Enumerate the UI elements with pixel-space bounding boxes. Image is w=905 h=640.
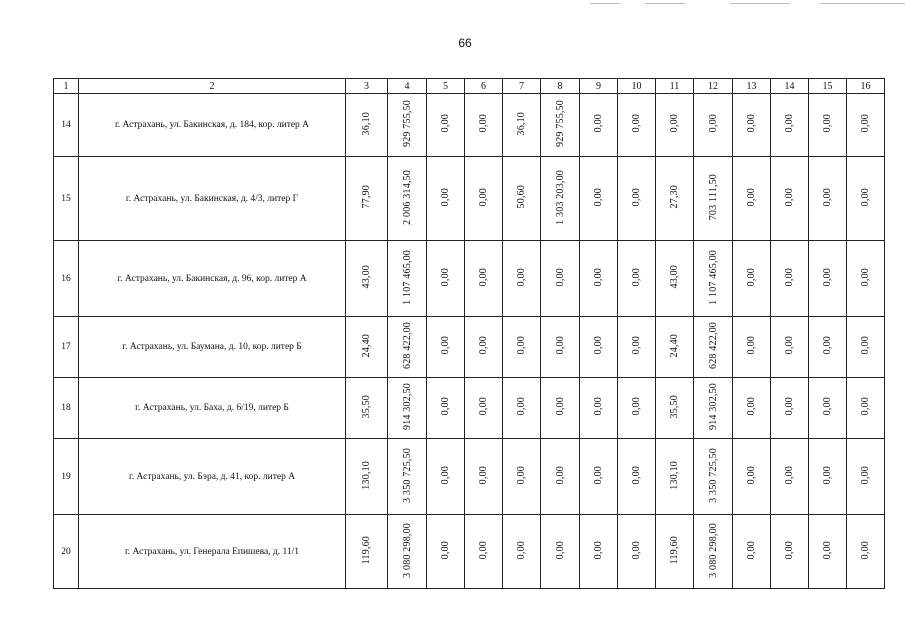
value-cell bbox=[427, 157, 465, 241]
value-cell bbox=[580, 94, 618, 157]
value-text: 0,00 bbox=[440, 187, 451, 207]
header-cell: 14 bbox=[771, 79, 809, 94]
value-text: 0,00 bbox=[784, 397, 795, 416]
value-cell bbox=[618, 515, 656, 589]
header-cell: 13 bbox=[733, 79, 771, 94]
value-text: 0,00 bbox=[593, 465, 604, 485]
value-text: 703 111,50 bbox=[707, 173, 719, 221]
value-text: 130,10 bbox=[361, 460, 372, 490]
value-text: 628 422,00 bbox=[401, 322, 413, 369]
value-cell bbox=[809, 241, 847, 317]
header-cell: 4 bbox=[388, 79, 427, 94]
value-cell bbox=[694, 439, 733, 515]
value-text: 929 755,50 bbox=[554, 100, 566, 147]
header-cell: 12 bbox=[694, 79, 733, 94]
value-cell bbox=[465, 439, 503, 515]
value-cell bbox=[656, 515, 694, 589]
value-cell bbox=[346, 241, 388, 317]
value-text: 24,40 bbox=[361, 333, 372, 358]
table-body bbox=[54, 79, 885, 589]
value-text: 0,00 bbox=[784, 267, 795, 287]
value-cell bbox=[580, 241, 618, 317]
address-cell: г. Астрахань, ул. Бакинская, д. 96, кор. литер А bbox=[79, 241, 346, 317]
value-cell bbox=[771, 378, 809, 439]
value-text: 0,00 bbox=[822, 540, 833, 560]
header-cell: 16 bbox=[847, 79, 885, 94]
value-cell bbox=[847, 241, 885, 317]
value-text: 119,60 bbox=[361, 535, 372, 565]
value-cell bbox=[465, 157, 503, 241]
value-text: 628 422,00 bbox=[707, 322, 719, 369]
header-cell: 8 bbox=[541, 79, 580, 94]
value-text: 0,00 bbox=[860, 336, 871, 355]
value-cell bbox=[346, 317, 388, 378]
value-cell bbox=[465, 378, 503, 439]
table-row bbox=[54, 94, 885, 157]
header-cell: 3 bbox=[346, 79, 388, 94]
value-text: 0,00 bbox=[554, 267, 566, 287]
value-text: 0,00 bbox=[669, 114, 680, 133]
value-cell bbox=[809, 317, 847, 378]
value-text: 0,00 bbox=[516, 336, 527, 355]
value-cell bbox=[427, 94, 465, 157]
value-cell bbox=[580, 515, 618, 589]
value-text: 0,00 bbox=[746, 187, 757, 207]
header-cell: 10 bbox=[618, 79, 656, 94]
value-text: 0,00 bbox=[822, 336, 833, 355]
value-text: 0,00 bbox=[478, 540, 489, 560]
value-text: 0,00 bbox=[860, 114, 871, 133]
value-text: 0,00 bbox=[784, 465, 795, 485]
value-cell bbox=[733, 515, 771, 589]
value-text: 0,00 bbox=[860, 540, 871, 560]
address-cell: г. Астрахань, ул. Бакинская, д. 4/3, литер Г bbox=[79, 157, 346, 241]
value-cell bbox=[541, 439, 580, 515]
value-text: 0,00 bbox=[516, 540, 527, 560]
value-cell bbox=[733, 317, 771, 378]
header-cell: 6 bbox=[465, 79, 503, 94]
value-text: 24,40 bbox=[669, 333, 680, 358]
value-cell bbox=[847, 378, 885, 439]
value-text: 0,00 bbox=[478, 397, 489, 416]
row-number-cell: 16 bbox=[54, 241, 79, 317]
value-cell bbox=[346, 439, 388, 515]
value-text: 0,00 bbox=[746, 465, 757, 485]
value-text: 119,60 bbox=[669, 535, 680, 565]
value-cell bbox=[694, 241, 733, 317]
value-cell bbox=[503, 94, 541, 157]
value-text: 929 755,50 bbox=[401, 100, 413, 147]
header-cell: 9 bbox=[580, 79, 618, 94]
row-number-cell: 15 bbox=[54, 157, 79, 241]
value-text: 914 302,50 bbox=[707, 383, 719, 430]
value-text: 0,00 bbox=[746, 540, 757, 560]
value-cell bbox=[618, 317, 656, 378]
value-text: 0,00 bbox=[631, 465, 642, 485]
value-text: 0,00 bbox=[746, 336, 757, 355]
value-text: 1 107 465,00 bbox=[707, 249, 719, 305]
table-row bbox=[54, 317, 885, 378]
value-text: 914 302,50 bbox=[401, 383, 413, 430]
value-text: 3 080 298,00 bbox=[707, 522, 719, 578]
value-cell bbox=[580, 378, 618, 439]
value-cell bbox=[465, 515, 503, 589]
value-text: 0,00 bbox=[440, 397, 451, 416]
value-text: 0,00 bbox=[478, 267, 489, 287]
address-cell: г. Астрахань, ул. Баумана, д. 10, кор. литер Б bbox=[79, 317, 346, 378]
value-cell bbox=[694, 515, 733, 589]
value-cell bbox=[388, 157, 427, 241]
value-cell bbox=[503, 157, 541, 241]
value-cell bbox=[847, 515, 885, 589]
value-cell bbox=[694, 378, 733, 439]
value-text: 0,00 bbox=[860, 397, 871, 416]
value-cell bbox=[656, 241, 694, 317]
value-text: 3 350 725,50 bbox=[401, 447, 413, 503]
value-cell bbox=[771, 439, 809, 515]
address-cell: г. Астрахань, ул. Бакинская, д. 184, кор. литер А bbox=[79, 94, 346, 157]
value-text: 0,00 bbox=[440, 540, 451, 560]
value-cell bbox=[656, 317, 694, 378]
value-cell bbox=[388, 317, 427, 378]
value-text: 43,00 bbox=[361, 265, 372, 289]
value-text: 0,00 bbox=[440, 465, 451, 485]
value-cell bbox=[346, 378, 388, 439]
value-text: 0,00 bbox=[478, 187, 489, 207]
value-cell bbox=[541, 157, 580, 241]
value-cell bbox=[809, 439, 847, 515]
address-cell: г. Астрахань, ул. Бэра, д. 41, кор. литер А bbox=[79, 439, 346, 515]
value-cell bbox=[694, 317, 733, 378]
header-cell: 7 bbox=[503, 79, 541, 94]
value-text: 0,00 bbox=[822, 397, 833, 416]
value-cell bbox=[346, 94, 388, 157]
value-cell bbox=[656, 157, 694, 241]
header-row bbox=[54, 79, 885, 94]
value-text: 0,00 bbox=[631, 114, 642, 133]
value-text: 0,00 bbox=[822, 267, 833, 287]
value-cell bbox=[580, 317, 618, 378]
row-number-cell: 17 bbox=[54, 317, 79, 378]
value-cell bbox=[346, 157, 388, 241]
table-row bbox=[54, 515, 885, 589]
header-cell: 5 bbox=[427, 79, 465, 94]
value-text: 0,00 bbox=[593, 397, 604, 416]
value-text: 27,30 bbox=[669, 185, 680, 209]
value-cell bbox=[503, 439, 541, 515]
value-text: 0,00 bbox=[746, 267, 757, 287]
value-cell bbox=[694, 94, 733, 157]
value-cell bbox=[503, 317, 541, 378]
value-cell bbox=[847, 317, 885, 378]
value-cell bbox=[618, 439, 656, 515]
value-cell bbox=[346, 515, 388, 589]
value-cell bbox=[388, 515, 427, 589]
value-cell bbox=[541, 378, 580, 439]
value-cell bbox=[847, 94, 885, 157]
table-row bbox=[54, 439, 885, 515]
value-cell bbox=[809, 378, 847, 439]
value-cell bbox=[771, 157, 809, 241]
address-cell: г. Астрахань, ул. Баха, д. 6/19, литер Б bbox=[79, 378, 346, 439]
header-cell: 15 bbox=[809, 79, 847, 94]
value-text: 0,00 bbox=[516, 465, 527, 485]
value-text: 1 107 465,00 bbox=[401, 249, 413, 305]
value-cell bbox=[465, 94, 503, 157]
value-text: 0,00 bbox=[822, 114, 833, 133]
value-text: 0,00 bbox=[440, 336, 451, 355]
value-cell bbox=[427, 241, 465, 317]
value-text: 0,00 bbox=[440, 267, 451, 287]
value-text: 0,00 bbox=[554, 540, 566, 560]
value-text: 36,10 bbox=[361, 111, 372, 136]
value-text: 0,00 bbox=[822, 187, 833, 207]
table-row bbox=[54, 241, 885, 317]
value-cell bbox=[694, 157, 733, 241]
value-cell bbox=[733, 94, 771, 157]
value-text: 35,50 bbox=[361, 394, 372, 419]
value-cell bbox=[503, 378, 541, 439]
row-number-cell: 18 bbox=[54, 378, 79, 439]
value-text: 0,00 bbox=[860, 465, 871, 485]
value-cell bbox=[427, 439, 465, 515]
row-number-cell: 20 bbox=[54, 515, 79, 589]
value-cell bbox=[618, 94, 656, 157]
value-cell bbox=[656, 439, 694, 515]
value-text: 0,00 bbox=[478, 336, 489, 355]
header-cell: 11 bbox=[656, 79, 694, 94]
value-text: 0,00 bbox=[478, 114, 489, 133]
value-text: 0,00 bbox=[784, 540, 795, 560]
row-number-cell: 19 bbox=[54, 439, 79, 515]
value-text: 3 080 298,00 bbox=[401, 522, 413, 578]
value-text: 0,00 bbox=[593, 336, 604, 355]
value-text: 0,00 bbox=[631, 336, 642, 355]
value-text: 1 303 203,00 bbox=[554, 169, 566, 225]
value-cell bbox=[618, 378, 656, 439]
address-cell: г. Астрахань, ул. Генерала Епишева, д. 11/1 bbox=[79, 515, 346, 589]
value-text: 0,00 bbox=[822, 465, 833, 485]
value-text: 0,00 bbox=[707, 114, 719, 133]
value-text: 0,00 bbox=[593, 267, 604, 287]
value-cell bbox=[656, 378, 694, 439]
data-table bbox=[53, 78, 885, 589]
value-cell bbox=[809, 157, 847, 241]
page-number: 66 bbox=[458, 36, 472, 50]
value-cell bbox=[847, 439, 885, 515]
value-text: 0,00 bbox=[593, 540, 604, 560]
value-cell bbox=[503, 241, 541, 317]
value-cell bbox=[541, 317, 580, 378]
header-cell: 2 bbox=[79, 79, 346, 94]
value-text: 0,00 bbox=[554, 336, 566, 355]
value-text: 2 006 314,50 bbox=[401, 169, 413, 225]
header-cell: 1 bbox=[54, 79, 79, 94]
value-text: 3 350 725,50 bbox=[707, 447, 719, 503]
value-cell bbox=[388, 439, 427, 515]
value-text: 0,00 bbox=[593, 187, 604, 207]
value-text: 0,00 bbox=[746, 397, 757, 416]
value-cell bbox=[427, 515, 465, 589]
value-cell bbox=[847, 157, 885, 241]
value-cell bbox=[541, 94, 580, 157]
value-text: 0,00 bbox=[746, 114, 757, 133]
value-cell bbox=[503, 515, 541, 589]
value-cell bbox=[388, 241, 427, 317]
value-text: 50,60 bbox=[516, 185, 527, 209]
value-cell bbox=[388, 94, 427, 157]
value-cell bbox=[580, 439, 618, 515]
value-text: 0,00 bbox=[554, 465, 566, 485]
value-text: 0,00 bbox=[631, 540, 642, 560]
value-text: 0,00 bbox=[554, 397, 566, 416]
value-cell bbox=[388, 378, 427, 439]
value-cell bbox=[771, 241, 809, 317]
value-cell bbox=[427, 317, 465, 378]
value-cell bbox=[771, 317, 809, 378]
value-cell bbox=[618, 241, 656, 317]
value-text: 0,00 bbox=[631, 397, 642, 416]
value-cell bbox=[771, 515, 809, 589]
value-text: 0,00 bbox=[860, 267, 871, 287]
value-text: 43,00 bbox=[669, 265, 680, 289]
value-cell bbox=[541, 241, 580, 317]
value-text: 0,00 bbox=[593, 114, 604, 133]
value-text: 77,90 bbox=[361, 185, 372, 209]
value-cell bbox=[733, 157, 771, 241]
value-cell bbox=[733, 378, 771, 439]
table-row bbox=[54, 157, 885, 241]
value-cell bbox=[541, 515, 580, 589]
value-cell bbox=[809, 94, 847, 157]
value-cell bbox=[618, 157, 656, 241]
value-text: 35,50 bbox=[669, 394, 680, 419]
value-text: 0,00 bbox=[784, 187, 795, 207]
value-text: 36,10 bbox=[516, 111, 527, 136]
value-text: 130,10 bbox=[669, 460, 680, 490]
value-cell bbox=[465, 317, 503, 378]
value-cell bbox=[733, 439, 771, 515]
value-text: 0,00 bbox=[516, 397, 527, 416]
value-text: 0,00 bbox=[784, 336, 795, 355]
row-number-cell: 14 bbox=[54, 94, 79, 157]
table-row bbox=[54, 378, 885, 439]
scan-artifact-marks bbox=[590, 0, 905, 8]
value-text: 0,00 bbox=[440, 114, 451, 133]
value-text: 0,00 bbox=[860, 187, 871, 207]
value-cell bbox=[656, 94, 694, 157]
value-cell bbox=[771, 94, 809, 157]
value-cell bbox=[580, 157, 618, 241]
value-cell bbox=[809, 515, 847, 589]
value-cell bbox=[733, 241, 771, 317]
value-text: 0,00 bbox=[784, 114, 795, 133]
value-cell bbox=[465, 241, 503, 317]
value-text: 0,00 bbox=[516, 267, 527, 287]
value-text: 0,00 bbox=[478, 465, 489, 485]
value-text: 0,00 bbox=[631, 187, 642, 207]
value-text: 0,00 bbox=[631, 267, 642, 287]
value-cell bbox=[427, 378, 465, 439]
